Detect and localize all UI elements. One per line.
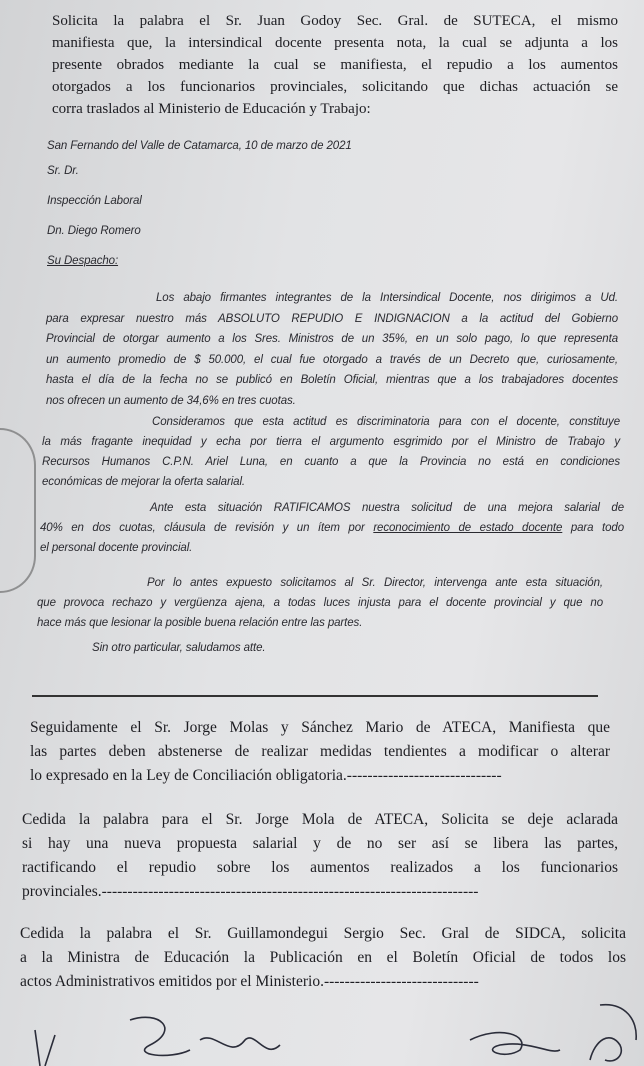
letter-salutation: Sr. Dr. <box>47 165 79 177</box>
text-line: hace más que lesionar la posible buena relación entre las partes. <box>37 617 363 629</box>
text-line: si hay una nueva propuesta salarial y de no ser así se libera las partes, <box>22 835 618 852</box>
letter-paragraph-2 <box>42 412 620 492</box>
statement-paragraph-3 <box>20 922 626 994</box>
text-line: otorgados a los funcionarios provinciales, solicitando que dichas actuación se <box>52 79 618 95</box>
text-line: económicas de mejorar la oferta salarial. <box>42 476 245 488</box>
text-line: actos Administrativos emitidos por el Ministerio.------------------------------ <box>20 973 479 990</box>
text-line: un aumento promedio de $ 50.000, el cual fue otorgado a través de un Decreto que, curiosamente, <box>46 353 618 366</box>
letter-paragraph-1 <box>46 288 618 411</box>
text-line: Recursos Humanos C.P.N. Ariel Luna, en cuanto a que la Provincia no está en condiciones <box>42 456 620 468</box>
text-line: manifiesta que, la intersindical docente presenta nota, la cual se adjunta a los <box>52 35 618 51</box>
text-line: Ante esta situación RATIFICAMOS nuestra solicitud de una mejora salarial de <box>150 502 624 514</box>
letter-office: Inspección Laboral <box>47 195 142 207</box>
letter-paragraph-4 <box>37 573 603 633</box>
text-line: que provoca rechazo y vergüenza ajena, a todas luces injusta para el docente provincial y que no <box>37 597 603 609</box>
underlined-text: reconocimiento de estado docente <box>373 522 563 534</box>
text-line: presente obrados mediante la cual se manifiesta, el repudio a los aumentos <box>52 57 618 73</box>
letter-despacho: Su Despacho: <box>47 255 119 267</box>
letter-paragraph-3 <box>40 498 624 558</box>
letter-recipient: Dn. Diego Romero <box>47 225 141 237</box>
letter-closing: Sin otro particular, saludamos atte. <box>92 642 266 654</box>
text-line: para expresar nuestro más ABSOLUTO REPUDIO E INDIGNACION a la actitud del Gobierno <box>46 312 618 325</box>
text-line: ractificando el repudio sobre los aumentos realizados a los funcionarios <box>22 859 618 876</box>
text-line: Cedida la palabra el Sr. Guillamondegui Sergio Sec. Gral de SIDCA, solicita <box>20 925 626 942</box>
text-segment: para todo <box>562 522 624 534</box>
text-line: las partes deben abstenerse de realizar medidas tendientes a modificar o alterar <box>30 743 610 760</box>
text-line: la más fragante inequidad y echa por tierra el argumento esgrimido por el Ministro de Trabajo y <box>42 436 620 448</box>
text-line: Provincial de otorgar aumento a los Sres. Ministros de un 35%, en un solo pago, lo que representa <box>46 333 618 345</box>
text-line <box>40 518 624 538</box>
text-segment: 40% en dos cuotas, cláusula de revisión y un ítem por <box>40 522 374 534</box>
text-line: Cedida la palabra para el Sr. Jorge Mola de ATECA, Solicita se deje aclarada <box>22 811 618 828</box>
text-line: hasta el día de la fecha no se publicó en Boletín Oficial, mientras que a los trabajadores docentes <box>46 374 618 386</box>
official-stamp <box>0 428 36 593</box>
text-line: provinciales.------------------------------------------------------------------------- <box>22 883 479 900</box>
text-line: el personal docente provincial. <box>40 542 193 554</box>
text-line: Solicita la palabra el Sr. Juan Godoy Sec. Gral. de SUTECA, el mismo <box>52 13 618 29</box>
handwritten-signatures <box>0 1000 644 1066</box>
text-line: Los abajo firmantes integrantes de la Intersindical Docente, nos dirigimos a Ud. <box>156 292 618 304</box>
text-line: lo expresado en la Ley de Conciliación obligatoria.------------------------------ <box>30 767 502 784</box>
text-line: Por lo antes expuesto solicitamos al Sr. Director, intervenga ante esta situación, <box>147 577 603 589</box>
text-line: Consideramos que esta actitud es discriminatoria para con el docente, constituye <box>152 416 620 428</box>
intro-paragraph <box>52 10 618 120</box>
divider-line <box>32 695 598 697</box>
statement-paragraph-1 <box>30 716 610 788</box>
letter-date: San Fernando del Valle de Catamarca, 10 de marzo de 2021 <box>47 140 352 152</box>
text-line: nos ofrecen un aumento de 34,6% en tres cuotas. <box>46 394 296 407</box>
text-line: Seguidamente el Sr. Jorge Molas y Sánchez Mario de ATECA, Manifiesta que <box>30 719 610 736</box>
statement-paragraph-2 <box>22 808 618 904</box>
text-line: corra traslados al Ministerio de Educación y Trabajo: <box>52 101 371 117</box>
text-line: a la Ministra de Educación la Publicación en el Boletín Oficial de todos los <box>20 949 626 966</box>
